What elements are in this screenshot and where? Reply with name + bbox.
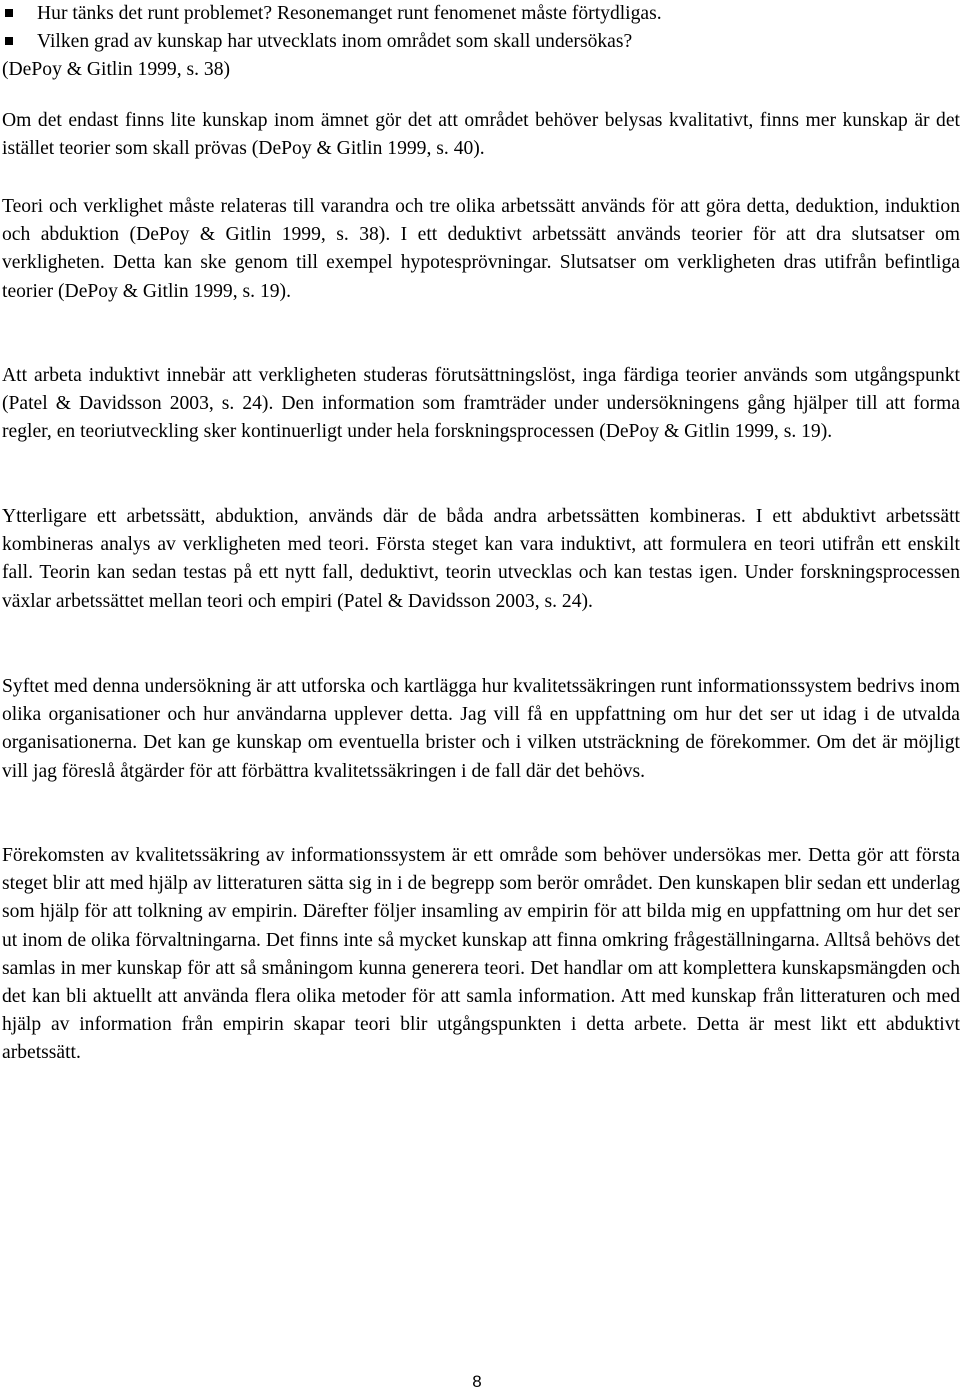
bullet-citation: (DePoy & Gitlin 1999, s. 38) — [2, 59, 231, 80]
bullet-text: Hur tänks det runt problemet? Resonemanget runt fenomenet måste förtydligas. — [37, 3, 662, 24]
list-item — [2, 0, 952, 28]
paragraph: Syftet med denna undersökning är att utforska och kartlägga hur kvalitetssäkringen runt informationssystem bedrivs inom olika organisationer och hur användarna upplever detta. Jag vill få en uppfattning om hur det ser ut idag i de utvalda organisationerna. Det kan ge kunskap om eventuella brister och i vilken utsträckning de förekommer. Om det är möjligt vill jag föreslå åtgärder för att förbättra kvalitetssäkringen i de fall där det behövs. — [2, 676, 960, 782]
paragraph: Ytterligare ett arbetssätt, abduktion, används där de båda andra arbetssätten kombineras. I ett abduktivt arbetssätt kombineras analys av verkligheten med teori. Första steget kan vara induktivt, att formulera en teori utifrån ett enskilt fall. Teorin kan sedan testas på ett nytt fall, deduktivt, teorin utvecklas och kan testas igen. Under forskningsprocessen växlar arbetssättet mellan teori och empiri (Patel & Davidsson 2003, s. 24). — [2, 506, 960, 612]
page-number — [0, 1372, 958, 1392]
paragraph: Att arbeta induktivt innebär att verkligheten studeras förutsättningslöst, inga färdiga teorier används som utgångspunkt (Patel & Davidsson 2003, s. 24). Den information som framträder under undersökningens gång hjälper till att forma regler, en teoriutveckling sker kontinuerligt under hela forskningsprocessen (DePoy & Gitlin 1999, s. 19). — [2, 365, 960, 443]
page-number-label: 8 — [472, 1372, 482, 1391]
paragraph: Teori och verklighet måste relateras till varandra och tre olika arbetssätt används för att göra detta, deduktion, induktion och abduktion (DePoy & Gitlin 1999, s. 38). I ett deduktivt arbetssätt används teorier för att dra slutsatser om verkligheten. Detta kan ske genom till exempel hypotesprövningar. Slutsatser om verkligheten dras utifrån befintliga teorier (DePoy & Gitlin 1999, s. 19). — [2, 196, 960, 302]
paragraph: Om det endast finns lite kunskap inom ämnet gör det att området behöver belysas kvalitativt, finns mer kunskap är det istället teorier som skall prövas (DePoy & Gitlin 1999, s. 40). — [2, 110, 960, 160]
bullet-list — [2, 0, 952, 84]
bullet-text: Vilken grad av kunskap har utvecklats inom området som skall undersökas? — [37, 31, 633, 52]
paragraph: Förekomsten av kvalitetssäkring av informationssystem är ett område som behöver undersökas mer. Detta gör att första steget blir att med hjälp av litteraturen sätta sig in i de begrepp som berör området. Den kunskapen blir sedan ett underlag som hjälp för att tolkning av empirin. Därefter följer insamling av empirin för att bilda mig en uppfattning om hur det ser ut inom de olika förvaltningarna. Det finns inte så mycket kunskap att finna omkring frågeställningarna. Alltså behövs det samlas in mer kunskap för att så småningom kunna generera teori. Det handlar om att komplettera kunskapsmängden och det kan bli aktuellt att använda flera olika metoder för att samla information. Att med kunskap från litteraturen och med hjälp av information från empirin skapar teori blir utgångspunkten i detta arbete. Detta är mest likt ett abduktivt arbetssätt. — [2, 845, 960, 1064]
list-item — [2, 28, 952, 84]
square-bullet-icon — [5, 37, 13, 45]
square-bullet-icon — [5, 9, 13, 17]
